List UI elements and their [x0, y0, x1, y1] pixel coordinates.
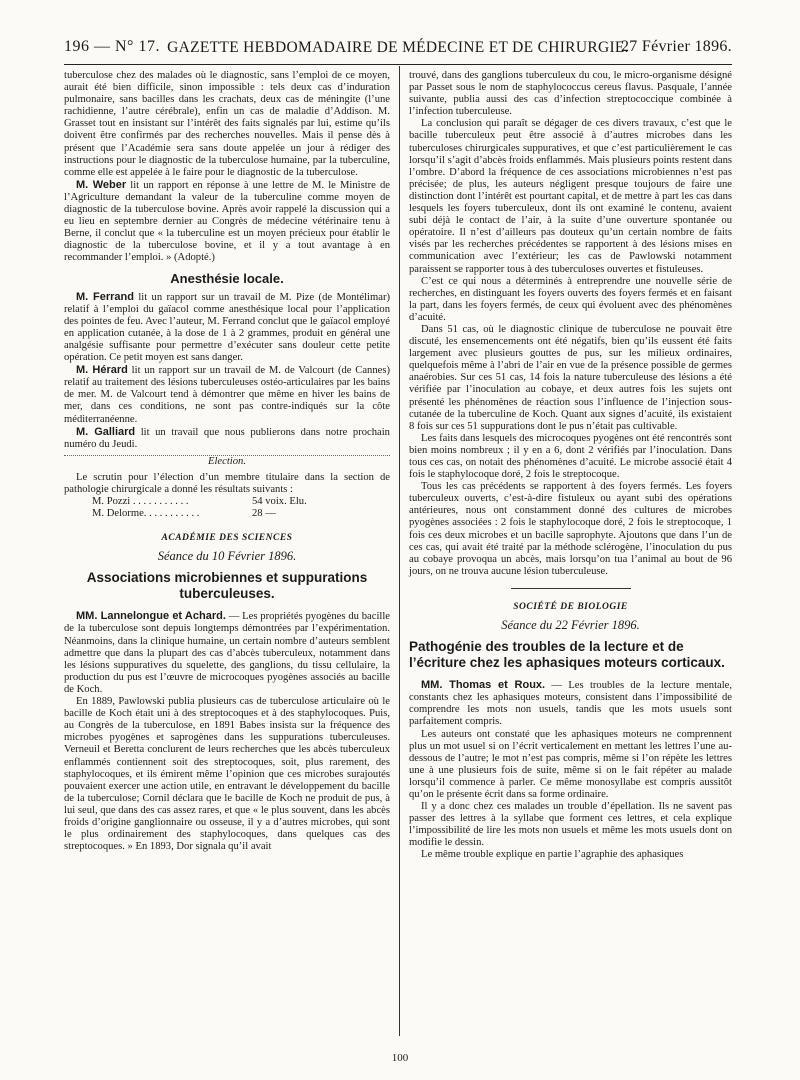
author-name: MM. Lannelongue et Achard.	[76, 610, 226, 623]
paragraph: Tous les cas précédents se rapportent à des foyers fermés. Les foyers tuberculeux ouverts, c’est-à-dire fistuleux ou ayant subi des opérations antérieures, nous ont constamment donné des cultures de microbes pyogènes associées : 2 fois le staphylocoque doré, 2 fois le streptocoque, 1 fois ces deux microbes et un bacille saprophyte. Ajoutons que dans l’un de ces cas, qui avait été traité par la méthode sclérogène, l’inoculation du pus au cobaye provoqua un abcès, mais lorsqu’on tua l’animal au bout de 96 jours, on ne trouva aucune lésion tuberculeuse.	[409, 481, 732, 577]
header-rule	[64, 64, 732, 65]
author-name: M. Weber	[76, 178, 127, 191]
page-issue: 196 — N° 17.	[64, 38, 160, 55]
candidate-name: M. Pozzi . . . . . . . . . . .	[92, 496, 189, 507]
paragraph: Le même trouble explique en partie l’agraphie des aphasiques	[421, 849, 684, 861]
article-title: Pathogénie des troubles de la lecture et de l’écriture chez les aphasiques moteurs corticaux.	[409, 639, 725, 671]
paragraph-text: lit un rapport sur un travail de M. Pize (de Montélimar) relatif à l’emploi du gaïacol comme anesthésique local pour l’application des pointes de feu. Avec l’auteur, M. Ferrand conclut que le gaïacol employé en application cutanée, à la dose de 1 à 2 grammes, produit en général une analgésie suffisante pour permettre d’exécuter sans douleur cette petite opération. Ce petit moyen est sans danger.	[64, 291, 390, 364]
paragraph: tuberculose chez des malades où le diagnostic, sans l’emploi de ce moyen, aurait été bien difficile, sinon impossible : tels deux cas d’induration pulmonaire, sans bacilles dans les crachats, deux cas de méningite (l’une rachidienne, l’autre cérébrale), enfin un cas de maladie d’Addison. M. Grasset tout en insistant sur l’intérêt des faits signalés par lui, estime qu’ils doivent être confirmés par des recherches nouvelles. Mais il pense dès à présent que l’Académie sera sans doute appelée un jour à rédiger des instructions pour le diagnostic de la tuberculose humaine, par la tuberculine, comme elle est appelée à le faire pour le diagnostic de la tuberculose.	[64, 70, 390, 178]
paragraph	[64, 179, 390, 265]
paragraph: Le scrutin pour l’élection d’un membre titulaire dans la section de pathologie chirurgicale a donné les résultats suivants :	[64, 471, 390, 495]
society-heading: SOCIÉTÉ DE BIOLOGIE	[513, 601, 628, 612]
paragraph: Les faits dans lesquels des microcoques pyogènes ont été rencontrés sont bien moins nombreux ; il y en a 6, dont 2 vérifiés par l’inoculation. Dans tous ces cas, on notait des phénomènes d’acuité. Le microbe associé était 4 fois le staphylocoque doré, 2 fois le streptocoque.	[409, 432, 732, 481]
section-title: Anesthésie locale.	[170, 270, 284, 286]
vote-result: 54 voix. Elu.	[252, 496, 307, 507]
paragraph: Les auteurs ont constaté que les aphasiques moteurs ne comprennent plus un mot usuel si on l’écrit verticalement en mettant les lettres l’une au-dessous de l’autre; le mot n’est pas compris, même si l’on répète les lettres une à une plusieurs fois de suite, même si on le fait répéter au malade lorsqu’il commence à parler. Ce même monosyllabe est compris aussitôt qu’on le présente écrit dans sa forme ordinaire.	[409, 728, 732, 800]
vote-result: 28 —	[252, 508, 276, 520]
paragraph	[409, 679, 732, 728]
candidate-name: M. Delorme. . . . . . . . . . .	[92, 508, 200, 520]
paragraph-text: — Les propriétés pyogènes du bacille de la tuberculose sont depuis longtemps démontrées par l’expérimentation. Néanmoins, dans la clinique humaine, un certain nombre d’auteurs semblent admettre que dans la plupart des cas d’abcès tuberculeux, notamment dans les lésions suppuratives du squelette, des ganglions, du tissu cellulaire, la production du pus est l’œuvre de microcoques pyogènes associés au bacille de Koch.	[64, 611, 390, 695]
society-heading: ACADÉMIE DES SCIENCES	[161, 533, 293, 544]
paragraph: C’est ce qui nous a déterminés à entreprendre une nouvelle série de recherches, en distinguant les foyers ouverts des foyers fermés et en faisant la part, dans les foyers fermés, de ceux qui évoluent avec des phénomènes d’acuité.	[409, 275, 732, 323]
paragraph-text: lit un rapport en réponse à une lettre de M. le Ministre de l’Agriculture demandant la valeur de la tuberculine comme moyen de diagnostic de la tuberculose bovine. Après avoir rappelé la discussion qui a eu lieu en septembre dernier au Congrès de médecine vétérinaire tenu à Berne, il conclut que « la tuberculine est un moyen précieux pour établir le diagnostic de la tuberculose bovine, et il y a tout avantage à en recommander l’emploi. » (Adopté.)	[64, 179, 390, 264]
paragraph: En 1889, Pawlowski publia plusieurs cas de tuberculose articulaire où le bacille de Koch était uni à des streptocoques et à des staphylocoques. Puis, au Congrès de la tuberculose, en 1891 Babes insista sur la fréquence des microbes pyogènes et saprogènes dans les suppurations tuberculeuses. Verneuil et Beretta conclurent de leurs recherches que les abcès tuberculeux enflammés contiennent soit des streptocoques, soit, plus rarement, des staphylocoques, et ils émirent même l’opinion que ces microbes surajoutés pouvaient exercer une action utile, en entravant le développement du bacille de la tuberculose; Cornil déclara que le bacille de Koch ne produit de pus, à lui seul, que dans des cas assez rares, et que « le plus souvent, dans les abcès froids d’origine ganglionnaire ou osseuse, il y a d’autres microbes, qui sont le plus ordinairement des staphylocoques, dans quelques cas des streptocoques. » En 1893, Dor signala qu’il avait	[64, 696, 390, 853]
session-date: Séance du 10 Février 1896.	[157, 549, 297, 564]
right-column	[409, 70, 732, 862]
article-title: Associations microbiennes et suppurations tuberculeuses.	[86, 570, 368, 602]
paragraph: Dans 51 cas, où le diagnostic clinique de tuberculose ne pouvait être discuté, les ensemencements ont été négatifs, bien qu’ils eussent été faits largement avec plusieurs gouttes de pus, sur les milieux ordinaires, quelquefois même à l’abri de l’air en vue de la présence possible de germes anaérobies. Sur ces 51 cas, 14 fois la nature tuberculeuse des lésions a été vérifiée par l’inoculation au cobaye, et deux autres fois les sujets ont présenté les phénomènes de réaction sous l’influence de l’injection sous-cutanée de la tuberculine de Koch. Quant aux signes d’acuité, ils existaient 8 fois sur ces 51 suppurations dont le pus n’était pas cultivable.	[409, 323, 732, 432]
paragraph: Il y a donc chez ces malades un trouble d’épellation. Ils ne savent pas passer des lettres à la syllabe que forment ces lettres, et cela explique l’impossibilité de lire les mots non usuels et même les mots usuels dont on modifie le dessin.	[409, 801, 732, 849]
journal-title: GAZETTE HEBDOMADAIRE DE MÉDECINE ET DE CHIRURGIE.	[167, 39, 629, 56]
paragraph	[64, 426, 390, 451]
vote-row	[64, 508, 390, 520]
paragraph: trouvé, dans des ganglions tuberculeux du cou, le micro-organisme désigné par Passet sous le nom de staphylococcus cereus flavus. Pasquale, l’année suivante, publia aussi des cas d’infection streptococcique combinée à l’infection tuberculeuse.	[409, 70, 732, 118]
paragraph	[64, 291, 390, 365]
column-divider	[399, 66, 400, 1036]
vote-row	[64, 496, 390, 508]
paragraph: La conclusion qui paraît se dégager de ces divers travaux, c’est que le bacille tuberculeux peut être associé à d’autres microbes dans les tuberculoses chirurgicales suppuratives, et que c’est particulièrement le cas lorsqu’il s’agit d’abcès froids enflammés. Mais plusieurs points restent dans l’ombre. D’abord la fréquence de ces associations microbiennes n’est pas précisée; de plus, les auteurs négligent presque toujours de faire une distinction dont l’intérêt est pourtant capital, et de mettre à part les cas dans lesquels les foyers tuberculeux, dont ils ont examiné le contenu, avaient subi déjà le contact de l’air, à la suite d’une ouverture spontanée ou opératoire. Il n’est d’ailleurs pas douteux qu’un certain nombre de faits visés par les recherches précédentes se rapportent à des lésions mises en communication avec l’extérieur; les cas de Pawlowski notamment paraissent se rapporter tous à des tuberculoses ouvertes et fistuleuses.	[409, 118, 732, 275]
author-name: M. Ferrand	[76, 290, 134, 303]
author-name: M. Hérard	[76, 364, 128, 377]
running-header	[64, 38, 732, 62]
paragraph-text: — Les troubles de la lecture mentale, constants chez les aphasiques moteurs, consistent dans l’impossibilité de comprendre les mots non usuels, tandis que les mots usuels sont parfaitement compris.	[409, 680, 733, 728]
author-name: M. Galliard	[76, 425, 136, 438]
paragraph	[64, 610, 390, 696]
author-name: MM. Thomas et Roux.	[421, 679, 546, 692]
section-separator	[511, 588, 631, 589]
paragraph-text: lit un travail que nous publierons dans notre prochain numéro du Jeudi.	[64, 426, 390, 450]
paragraph-text: lit un rapport sur un travail de M. de Valcourt (de Cannes) relatif au traitement des lésions tuberculeuses ostéo-articulaires par les bains de mer. M. de Valcourt tend à démontrer que même en hiver les bains de mer, dans ces conditions, ne sont pas contre-indiqués sur la côte méditerranéenne.	[64, 365, 390, 425]
paragraph	[64, 364, 390, 425]
left-column	[64, 70, 390, 853]
issue-date: 27 Février 1896.	[620, 38, 732, 55]
page-number: 100	[391, 1052, 409, 1064]
election-heading: Election.	[64, 455, 390, 468]
session-date: Séance du 22 Février 1896.	[501, 618, 640, 633]
